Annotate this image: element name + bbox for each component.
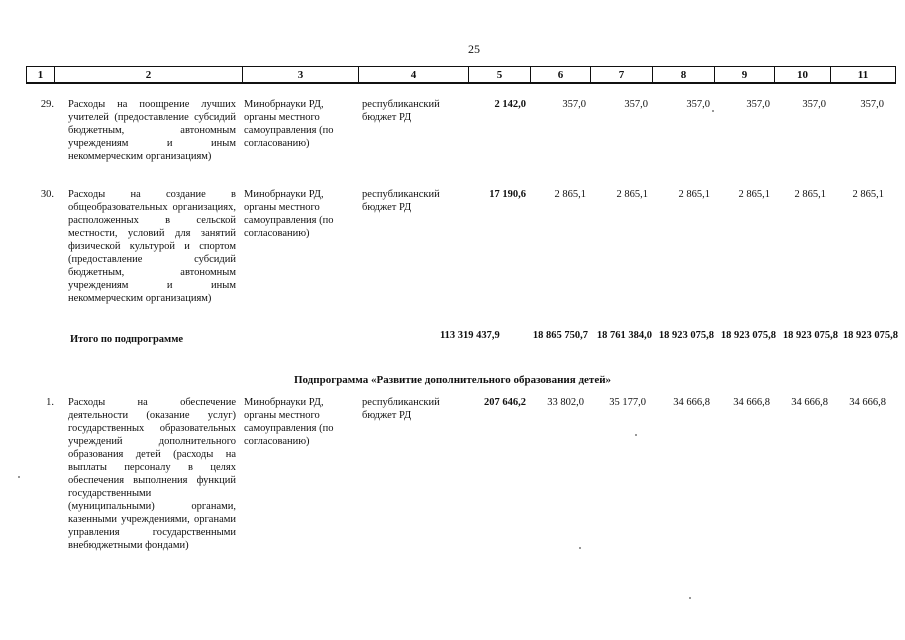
total-value: 18 923 075,8 bbox=[720, 330, 776, 341]
row-value: 357,0 bbox=[562, 99, 586, 110]
row-value: 2 865,1 bbox=[678, 189, 710, 200]
row-value: 34 666,8 bbox=[673, 397, 710, 408]
row-value: 357,0 bbox=[624, 99, 648, 110]
total-value: 18 923 075,8 bbox=[782, 330, 838, 341]
row-value-total: 17 190,6 bbox=[489, 189, 526, 200]
row-value: 35 177,0 bbox=[609, 397, 646, 408]
subprogram-title: Подпрограмма «Развитие дополнительного образования детей» bbox=[293, 374, 612, 386]
row-value: 357,0 bbox=[860, 99, 884, 110]
row-description: Расходы на создание в общеобразовательных организациях, расположенных в сельской местности, условий для занятий физической культурой и спортом (предоставление субсидий бюджетным, автономным учреждениям и иным некоммерческим организациям) bbox=[68, 189, 236, 304]
header-col-5: 5 bbox=[469, 67, 531, 83]
header-col-6: 6 bbox=[531, 67, 591, 83]
scan-speck bbox=[712, 110, 714, 112]
total-value: 18 923 075,8 bbox=[658, 330, 714, 341]
row-value-total: 2 142,0 bbox=[494, 99, 526, 110]
total-label: Итого по подпрограмме bbox=[70, 334, 184, 345]
header-col-9: 9 bbox=[715, 67, 775, 83]
row-value: 34 666,8 bbox=[733, 397, 770, 408]
row-value: 2 865,1 bbox=[616, 189, 648, 200]
row-value: 2 865,1 bbox=[738, 189, 770, 200]
row-source: республиканский бюджет РД bbox=[362, 99, 440, 123]
row-number: 30. bbox=[40, 189, 54, 200]
scan-speck bbox=[579, 547, 581, 549]
row-value: 2 865,1 bbox=[554, 189, 586, 200]
row-value: 2 865,1 bbox=[852, 189, 884, 200]
header-col-3: 3 bbox=[243, 67, 359, 83]
total-value: 18 761 384,0 bbox=[596, 330, 652, 341]
scan-speck bbox=[18, 476, 20, 478]
row-value: 33 802,0 bbox=[547, 397, 584, 408]
header-col-7: 7 bbox=[591, 67, 653, 83]
row-value: 357,0 bbox=[746, 99, 770, 110]
row-source: республиканский бюджет РД bbox=[362, 189, 440, 213]
table-header bbox=[26, 66, 896, 84]
scan-speck bbox=[689, 597, 691, 599]
row-responsible: Минобрнауки РД, органы местного самоуправления (по согласованию) bbox=[244, 189, 334, 239]
row-responsible: Минобрнауки РД, органы местного самоуправления (по согласованию) bbox=[244, 99, 334, 149]
header-col-1: 1 bbox=[27, 67, 55, 83]
row-number: 1. bbox=[46, 397, 54, 408]
row-description: Расходы на поощрение лучших учителей (предоставление субсидий бюджетным, автономным учреждениям и иным некоммерческим организациям) bbox=[68, 99, 236, 162]
row-value-total: 207 646,2 bbox=[484, 397, 526, 408]
row-value: 357,0 bbox=[686, 99, 710, 110]
row-number: 29. bbox=[40, 99, 54, 110]
total-value: 18 865 750,7 bbox=[532, 330, 588, 341]
row-value: 34 666,8 bbox=[849, 397, 886, 408]
row-value: 2 865,1 bbox=[794, 189, 826, 200]
scan-speck bbox=[635, 434, 637, 436]
row-responsible: Минобрнауки РД, органы местного самоуправления (по согласованию) bbox=[244, 397, 334, 447]
page-number: 25 bbox=[468, 42, 480, 56]
row-description: Расходы на обеспечение деятельности (оказание услуг) государственных образовательных учреждений дополнительного образования детей (расходы на выплаты персоналу в целях обеспечения выполнения функций государственными (муниципальными) органами, казенными учреждениями, органами управления государственными внебюджетными фондами) bbox=[68, 397, 236, 551]
header-col-10: 10 bbox=[775, 67, 831, 83]
header-col-11: 11 bbox=[857, 69, 869, 81]
header-col-4: 4 bbox=[359, 67, 469, 83]
total-value: 18 923 075,8 bbox=[842, 330, 898, 341]
total-value: 113 319 437,9 bbox=[440, 330, 500, 341]
header-col-2: 2 bbox=[55, 67, 243, 83]
row-value: 34 666,8 bbox=[791, 397, 828, 408]
row-source: республиканский бюджет РД bbox=[362, 397, 440, 421]
header-col-8: 8 bbox=[653, 67, 715, 83]
row-value: 357,0 bbox=[802, 99, 826, 110]
